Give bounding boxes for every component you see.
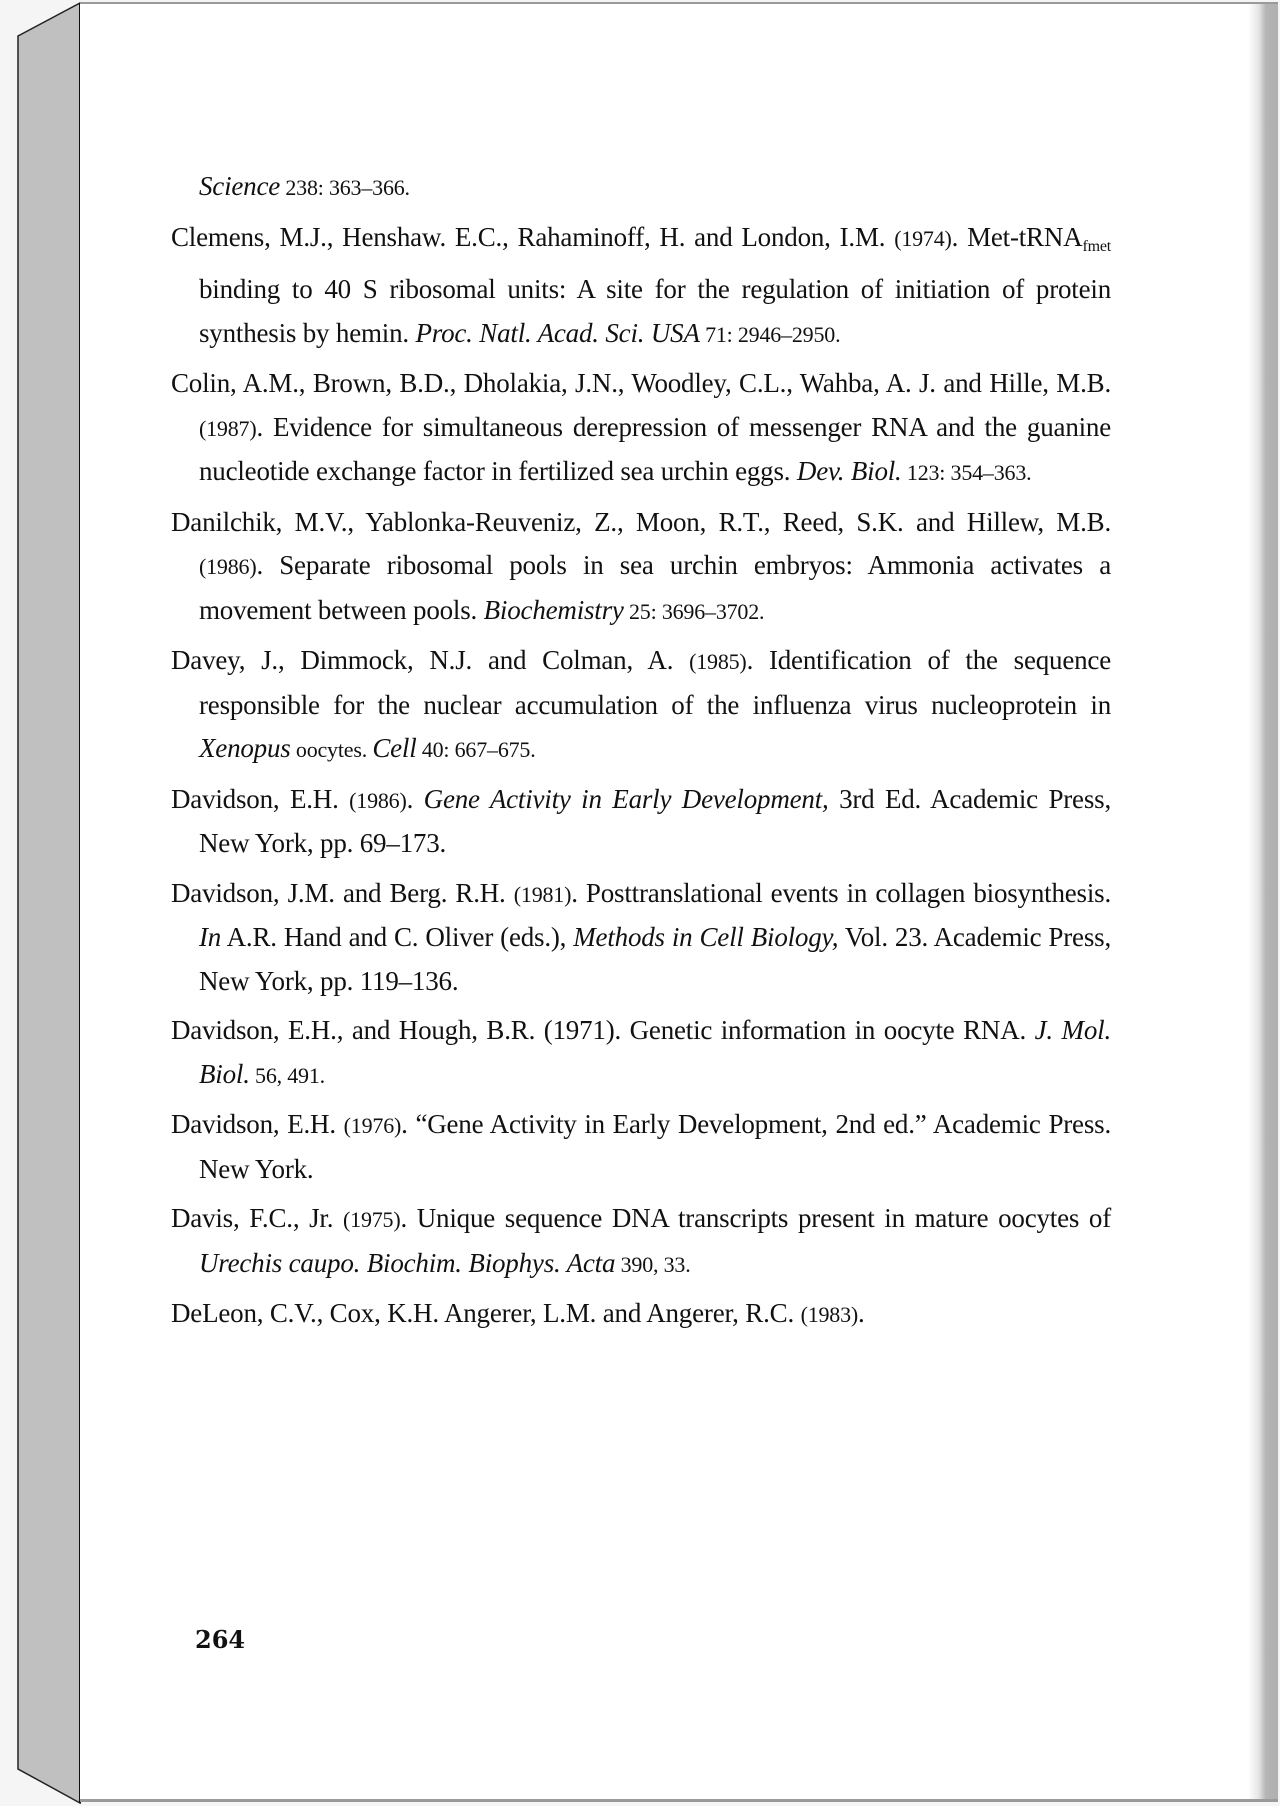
citation-numbers: 123: 354–363. (901, 460, 1032, 485)
citation-numbers: 238: 363–366. (280, 175, 410, 200)
reference-item (171, 216, 1111, 357)
in-label: In (199, 922, 222, 952)
title: . Identification of the sequence responsible for the nuclear accumulation of the influenza virus nucleoprotein in (199, 645, 1112, 720)
editors: A.R. Hand and C. Oliver (eds.), (221, 922, 574, 952)
book-title: Gene Activity in Early Development, (423, 783, 829, 814)
authors: Danilchik, M.V., Yablonka-Reuveniz, Z., Moon, R.T., Reed, S.K. and Hillew, M.B. (171, 506, 1111, 537)
reference-item (171, 1292, 1111, 1337)
species-name: Xenopus (199, 733, 291, 763)
citation-numbers: 390, 33. (615, 1251, 691, 1277)
citation-numbers: 71: 2946–2950. (699, 321, 841, 347)
journal-name: Proc. Natl. Acad. Sci. USA (415, 317, 700, 348)
year: (1987) (199, 415, 257, 441)
title: . (858, 1298, 865, 1328)
citation-numbers: 25: 3696–3702. (623, 598, 765, 624)
subscript: fmet (1082, 237, 1111, 255)
reference-item (171, 1197, 1111, 1286)
year: (1983) (800, 1302, 859, 1327)
separator: . (353, 1247, 367, 1278)
journal-name: Science (199, 171, 281, 201)
reference-item (171, 501, 1111, 634)
year: (1974) (894, 225, 952, 251)
authors: Davidson, J.M. and Berg. R.H. (171, 877, 514, 908)
year: (1976) (343, 1113, 402, 1138)
year: (1975) (343, 1207, 401, 1232)
year: (1986) (199, 554, 257, 579)
reference-item (171, 639, 1111, 772)
authors: Clemens, M.J., Henshaw. E.C., Rahaminoff, H. and London, I.M. (171, 221, 895, 252)
citation-details: 3rd Ed. Academic Press, New York, pp. 69–173. (199, 783, 1112, 858)
authors: Davey, J., Dimmock, N.J. and Colman, A. (171, 645, 690, 675)
journal-name: Cell (372, 733, 417, 763)
title-continued: oocytes. (290, 737, 373, 762)
species-name: Urechis caupo (199, 1247, 354, 1278)
page-edge-shadow (1248, 4, 1278, 1799)
book-title: Methods in Cell Biology, (573, 922, 839, 952)
authors: Colin, A.M., Brown, B.D., Dholakia, J.N., Woodley, C.L., Wahba, A. J. and Hille, M.B. (171, 368, 1111, 398)
title: . Genetic information in oocyte RNA. (614, 1015, 1035, 1045)
title: . Separate ribosomal pools in sea urchin embryos: Ammonia activates a movement between pools. (199, 550, 1111, 625)
reference-item (171, 872, 1111, 1004)
authors: Davidson, E.H., and Hough, B.R. (171, 1015, 544, 1045)
citation-details: Vol. 23. Academic Press, New York, pp. 119–136. (199, 922, 1111, 996)
reference-item (171, 362, 1111, 495)
journal-name: Dev. Biol. (796, 456, 902, 486)
title: . “Gene Activity in Early Development, 2nd ed.” Academic Press. New York. (199, 1109, 1112, 1184)
page-number: 264 (195, 1625, 246, 1654)
reference-item (171, 1103, 1111, 1191)
authors: DeLeon, C.V., Cox, K.H. Angerer, L.M. and Angerer, R.C. (171, 1298, 801, 1328)
authors: Davidson, E.H. (171, 783, 350, 814)
separator: . (406, 783, 424, 814)
reference-item (171, 778, 1111, 866)
year: (1971) (543, 1015, 615, 1045)
citation-numbers: 40: 667–675. (416, 737, 536, 762)
citation-numbers: 56, 491. (249, 1062, 325, 1088)
reference-item (171, 165, 1111, 210)
journal-name: Biochemistry (483, 594, 624, 625)
year: (1986) (349, 787, 407, 813)
year: (1985) (689, 649, 747, 674)
title: . Unique sequence DNA transcripts present in mature oocytes of (400, 1203, 1111, 1233)
journal-name: Biochim. Biophys. Acta (366, 1247, 616, 1278)
title: . Evidence for simultaneous derepression of messenger RNA and the guanine nucleotide exchange factor in fertilized sea urchin eggs. (199, 411, 1111, 486)
reference-list (171, 165, 1111, 1343)
year: (1981) (513, 881, 572, 907)
authors: Davidson, E.H. (171, 1109, 344, 1139)
book-spine (0, 0, 90, 1806)
title: . Met-tRNA (951, 221, 1083, 252)
reference-item (171, 1009, 1111, 1097)
title: . Posttranslational events in collagen biosynthesis. (571, 877, 1112, 908)
authors: Davis, F.C., Jr. (171, 1203, 344, 1233)
title-continued: binding to 40 S ribosomal units: A site for the regulation of initiation of protein synthesis by hemin. (199, 274, 1111, 348)
journal-name: J. Mol. Biol. (199, 1015, 1111, 1089)
